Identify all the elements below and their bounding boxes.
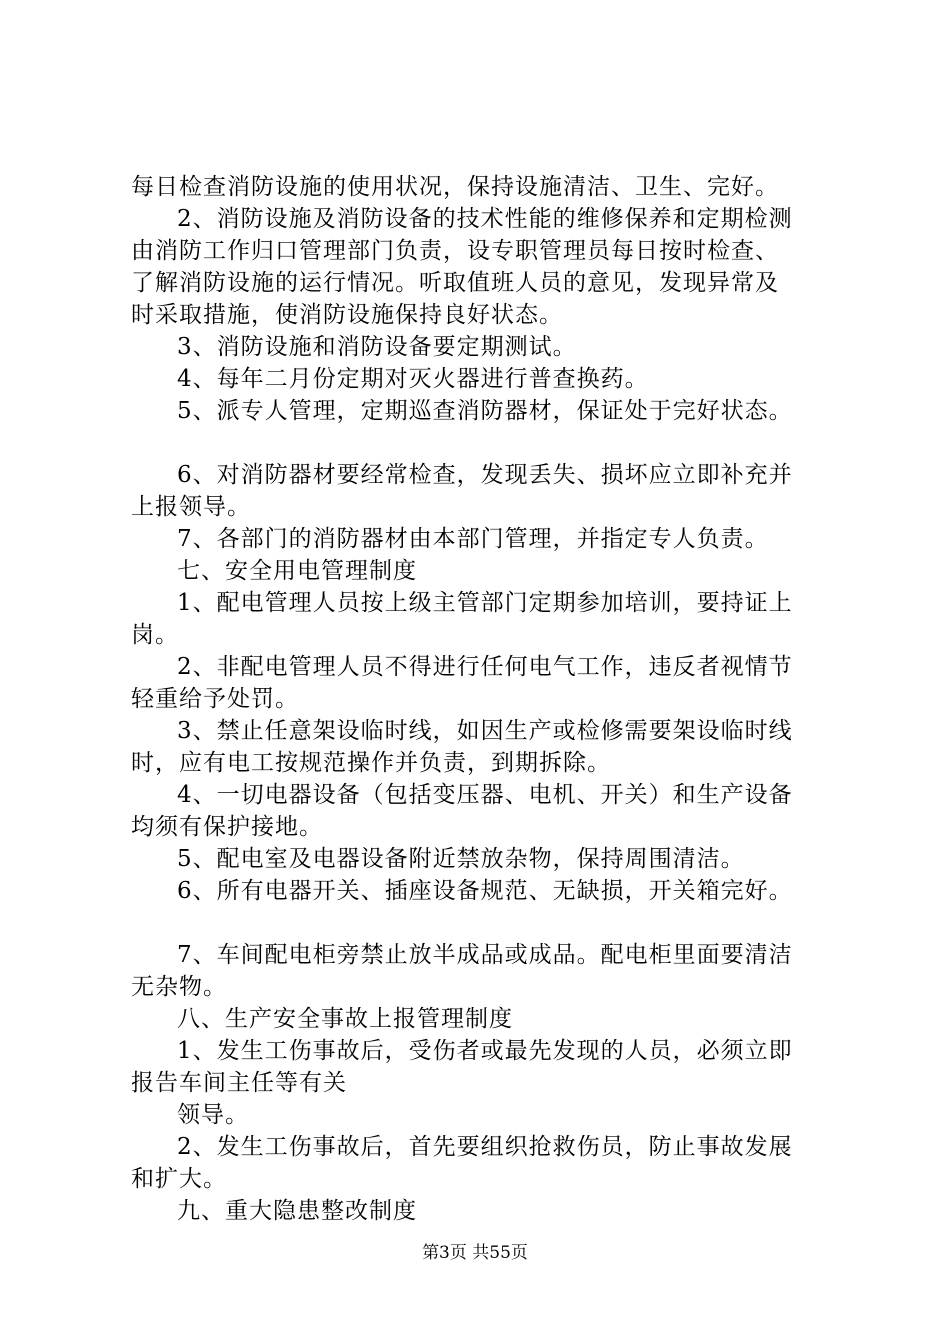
text-line: 4、一切电器设备（包括变压器、电机、开关）和生产设备 <box>177 782 793 808</box>
text-line: 岗。 <box>131 622 179 648</box>
text-line: 上报领导。 <box>131 494 251 520</box>
text-line: 5、配电室及电器设备附近禁放杂物，保持周围清洁。 <box>177 846 745 872</box>
text-line: 无杂物。 <box>131 974 227 1000</box>
text-line: 1、配电管理人员按上级主管部门定期参加培训，要持证上 <box>177 590 793 616</box>
text-line: 每日检查消防设施的使用状况，保持设施清洁、卫生、完好。 <box>131 174 779 200</box>
text-line: 时采取措施，使消防设施保持良好状态。 <box>131 302 563 328</box>
text-line: 报告车间主任等有关 <box>131 1070 347 1096</box>
text-line: 6、对消防器材要经常检查，发现丢失、损坏应立即补充并 <box>177 462 793 488</box>
text-line: 轻重给予处罚。 <box>131 686 299 712</box>
text-line: 和扩大。 <box>131 1166 227 1192</box>
text-line: 4、每年二月份定期对灭火器进行普查换药。 <box>177 366 649 392</box>
text-line: 由消防工作归口管理部门负责，设专职管理员每日按时检查、 <box>131 238 779 264</box>
paragraph-gap <box>131 907 831 939</box>
text-line: 时，应有电工按规范操作并负责，到期拆除。 <box>131 750 611 776</box>
text-line: 2、消防设施及消防设备的技术性能的维修保养和定期检测 <box>177 206 793 232</box>
section-heading: 七、安全用电管理制度 <box>177 558 417 584</box>
text-line: 5、派专人管理，定期巡查消防器材，保证处于完好状态。 <box>177 398 793 424</box>
section-heading: 八、生产安全事故上报管理制度 <box>177 1006 513 1032</box>
text-line: 1、发生工伤事故后，受伤者或最先发现的人员，必须立即 <box>177 1038 793 1064</box>
text-line: 2、发生工伤事故后，首先要组织抢救伤员，防止事故发展 <box>177 1134 793 1160</box>
text-line: 3、禁止任意架设临时线，如因生产或检修需要架设临时线 <box>177 718 793 744</box>
text-line: 6、所有电器开关、插座设备规范、无缺损，开关箱完好。 <box>177 878 793 904</box>
text-line: 2、非配电管理人员不得进行任何电气工作，违反者视情节 <box>177 654 793 680</box>
text-line: 了解消防设施的运行情况。听取值班人员的意见，发现异常及 <box>131 270 779 296</box>
page-footer: 第3页 共55页 <box>422 1243 528 1263</box>
text-line: 3、消防设施和消防设备要定期测试。 <box>177 334 577 360</box>
text-line: 7、各部门的消防器材由本部门管理，并指定专人负责。 <box>177 526 769 552</box>
text-line: 均须有保护接地。 <box>131 814 323 840</box>
document-body <box>131 171 831 1227</box>
text-line: 7、车间配电柜旁禁止放半成品或成品。配电柜里面要清洁 <box>177 942 793 968</box>
paragraph-gap <box>131 427 831 459</box>
text-line: 领导。 <box>177 1102 249 1128</box>
section-heading: 九、重大隐患整改制度 <box>177 1198 417 1224</box>
